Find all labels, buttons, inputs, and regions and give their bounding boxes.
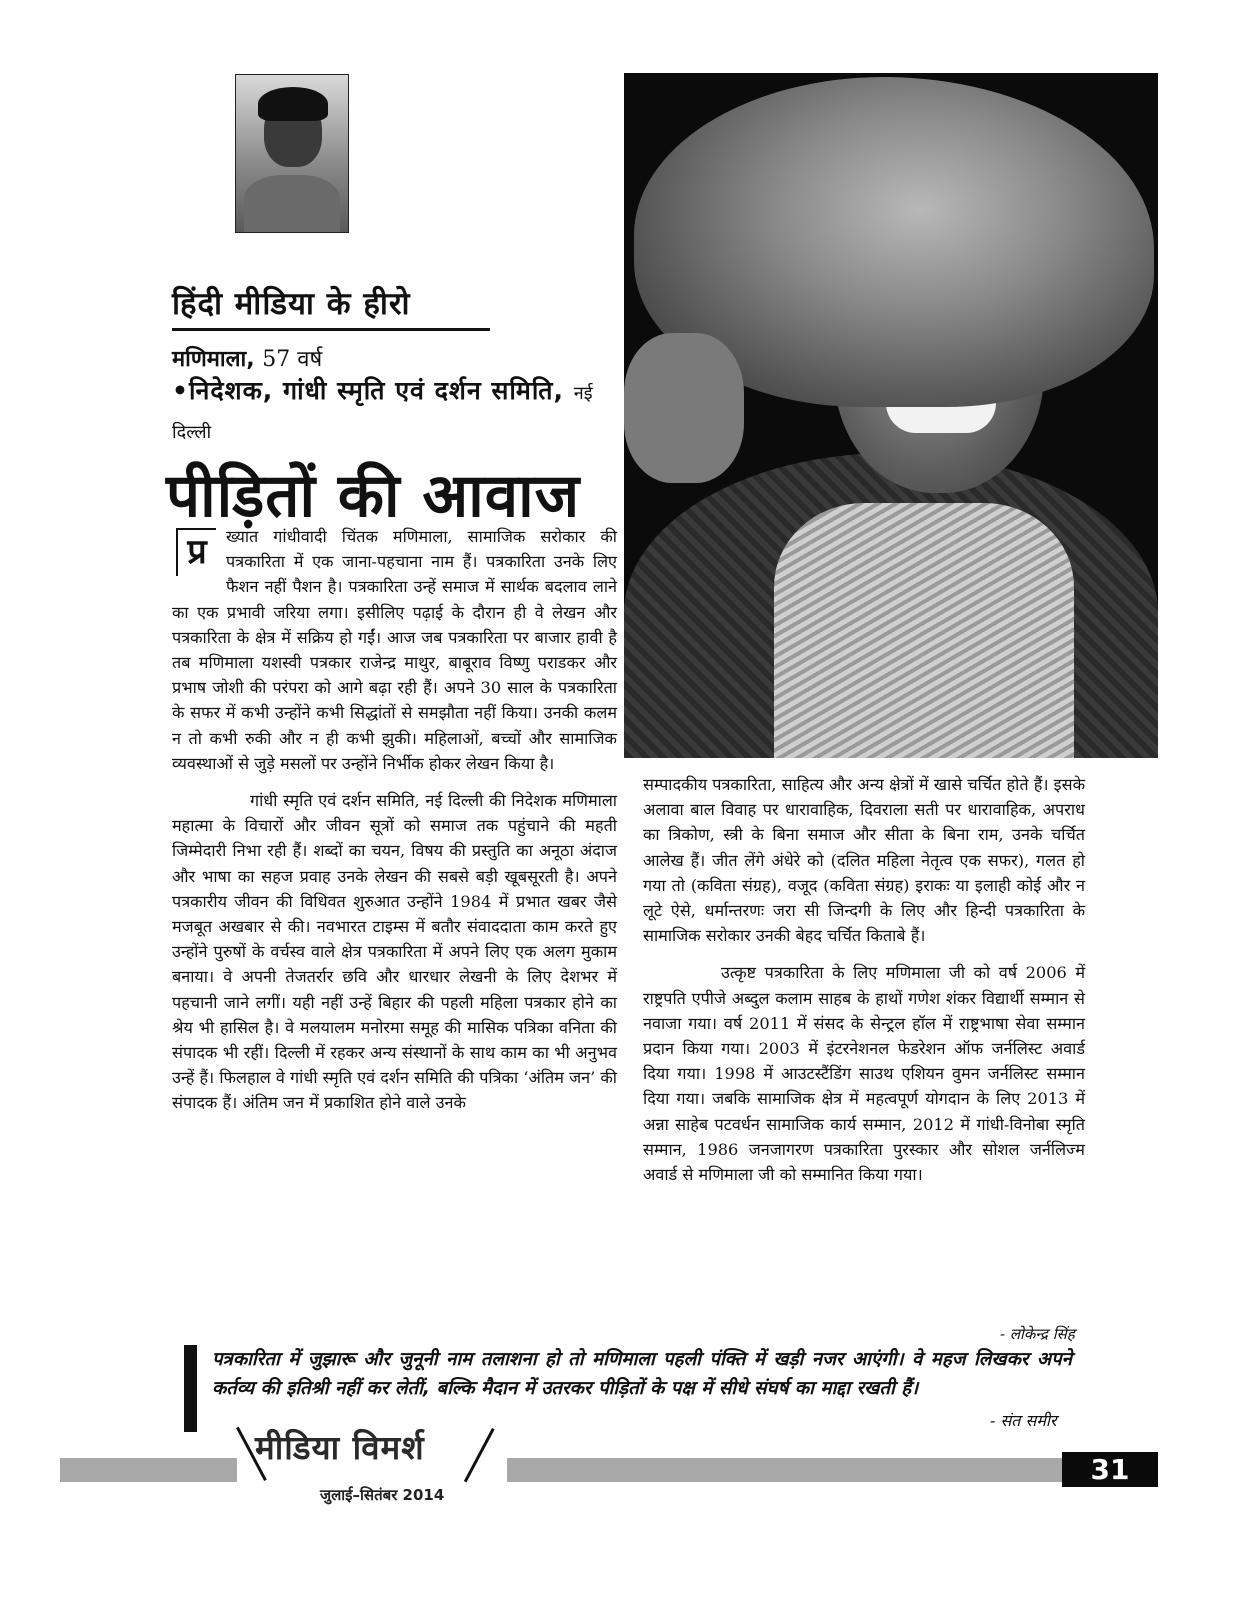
- portrait-photo-small: [235, 74, 349, 233]
- pull-quote: पत्रकारिता में जुझारू और जुनूनी नाम तलाशना हो तो मणिमाला पहली पंक्ति में खड़ी नजर आएंगी। वे महज लिखकर अपने कर्तव्य की इतिश्री नहीं कर लेतीं, बल्कि मैदान में उतरकर पीड़ितों के पक्ष में सीधे संघर्ष का माद्दा रखती हैं।: [212, 1349, 1072, 1399]
- issue-date: जुलाई–सितंबर 2014: [320, 1486, 445, 1504]
- article-paragraph: [172, 524, 617, 776]
- person-role: [172, 373, 612, 451]
- portrait-photo-large: [624, 73, 1158, 758]
- article-paragraph: उत्कृष्ट पत्रकारिता के लिए मणिमाला जी को वर्ष 2006 में राष्ट्रपति एपीजे अब्दुल कलाम साहब के हाथों गणेश शंकर विद्यार्थी सम्मान से नवाजा गया। वर्ष 2011 में संसद के सेन्ट्रल हॉल में राष्ट्रभाषा सेवा सम्मान प्रदान किया गया। 2003 में इंटरनेशनल फेडरेशन ऑफ जर्नलिस्ट अवार्ड दिया गया। 1998 में आउटस्टैंडिंग साउथ एशियन वुमन जर्नलिस्ट सम्मान दिया गया। जबकि सामाजिक क्षेत्र में महत्वपूर्ण योगदान के लिए 2013 में अन्ना साहेब पटवर्धन सामाजिक कार्य सम्मान, 2012 में गांधी-विनोबा स्मृति सम्मान, 1986 जनजागरण पत्रकारिता पुरस्कार और सोशल जर्नलिज्म अवार्ड से मणिमाला जी को सम्मानित किया गया।: [643, 963, 1085, 1185]
- article-byline: - लोकेन्द्र सिंह: [1000, 1325, 1075, 1343]
- page-number: 31: [1090, 1453, 1130, 1486]
- role-city: नई दिल्ली: [172, 383, 593, 443]
- article-right-column: [643, 772, 1085, 1187]
- article-headline: पीड़ितों की आवाज: [166, 461, 581, 531]
- role-text: •निदेशक, गांधी स्मृति एवं दर्शन समिति,: [172, 376, 565, 405]
- section-title: हिंदी मीडिया के हीरो: [172, 282, 490, 331]
- article-paragraph: गांधी स्मृति एवं दर्शन समिति, नई दिल्ली की निदेशक मणिमाला महात्मा के विचारों और जीवन सूत्रों को समाज तक पहुंचाने की महती जिम्मेदारी निभा रही हैं। शब्दों का चयन, विषय की प्रस्तुति का अनूठा अंदाज और भाषा का सहज प्रवाह उनके लेखन की सबसे बड़ी खूबसूरती है। अपने पत्रकारीय जीवन की विधिवत शुरुआत उन्होंने 1984 में प्रभात खबर जैसे मजबूत अखबार से की। नवभारत टाइम्स में बतौर संवाददाता काम करते हुए उन्होंने पुरुषों के वर्चस्व वाले क्षेत्र पत्रकारिता में अपने लिए एक अलग मुकाम बनाया। वे अपनी तेजतर्रार छवि और धारधार लेखनी के लिए देशभर में पहचानी जाने लगीं। यही नहीं उन्हें बिहार की पहली महिला पत्रकार होने का श्रेय भी हासिल है। वे मलयालम मनोरमा समूह की मासिक पत्रिका वनिता की संपादक भी रहीं। दिल्ली में रहकर अन्य संस्थानों के साथ काम का भी अनुभव उन्हें हैं। फिलहाल वे गांधी स्मृति एवं दर्शन समिति की पत्रिका ‘अंतिम जन’ की संपादक हैं। अंतिम जन में प्रकाशित होने वाले उनके: [172, 791, 617, 1113]
- paragraph-text: ख्यात गांधीवादी चिंतक मणिमाला, सामाजिक सरोकार की पत्रकारिता में एक जाना-पहचाना नाम हैं। पत्रकारिता उनके लिए फैशन नहीं पैशन है। पत्रकारिता उन्हें समाज में सार्थक बदलाव लाने का एक प्रभावी जरिया लगा। इसीलिए पढ़ाई के दौरान ही वे लेखन और पत्रकारिता के क्षेत्र में सक्रिय हो गईं। आज जब पत्रकारिता पर बाजार हावी है तब मणिमाला यशस्वी पत्रकार राजेन्द्र माथुर, बाबूराव विष्णु पराडकर और प्रभाष जोशी की परंपरा को आगे बढ़ा रही हैं। अपने 30 साल के पत्रकारिता के सफर में कभी उन्होंने कभी सिद्धांतों से समझौता नहीं किया। उनकी कलम न तो कभी रुकी और न ही कभी झुकी। महिलाओं, बच्चों और सामाजिक व्यवस्थाओं से जुड़े मसलों पर उन्होंने निर्भीक होकर लेखन किया है।: [172, 527, 617, 773]
- person-name: मणिमाला,: [172, 347, 255, 372]
- quote-author: - संत समीर: [990, 1411, 1057, 1430]
- magazine-name: मीडिया विमर्श: [255, 1428, 425, 1467]
- quote-bar: [184, 1345, 197, 1432]
- article-paragraph: सम्पादकीय पत्रकारिता, साहित्य और अन्य क्षेत्रों में खासे चर्चित होते हैं। इसके अलावा बाल विवाह पर धारावाहिक, दिवराला सती पर धारावाहिक, अपराध का त्रिकोण, स्त्री के बिना समाज और सीता के बिना राम, उनके चर्चित आलेख हैं। जीत लेंगे अंधेरे को (दलित महिला नेतृत्व एक सफर), गलत हो गया तो (कविता संग्रह), वजूद (कविता संग्रह) इराकः या इलाही कोई और न लूटे ऐसे, धर्मान्तरणः जरा सी जिन्दगी के लिए और हिन्दी पत्रकारिता के सामाजिक सरोकार उनकी बेहद चर्चित किताबे हैं।: [643, 775, 1085, 946]
- person-age: 57 वर्ष: [262, 347, 323, 372]
- dropcap: प्र: [176, 528, 216, 576]
- footer-band: [60, 1458, 1122, 1482]
- person-name-age: [172, 343, 322, 373]
- article-left-column: [172, 524, 617, 1116]
